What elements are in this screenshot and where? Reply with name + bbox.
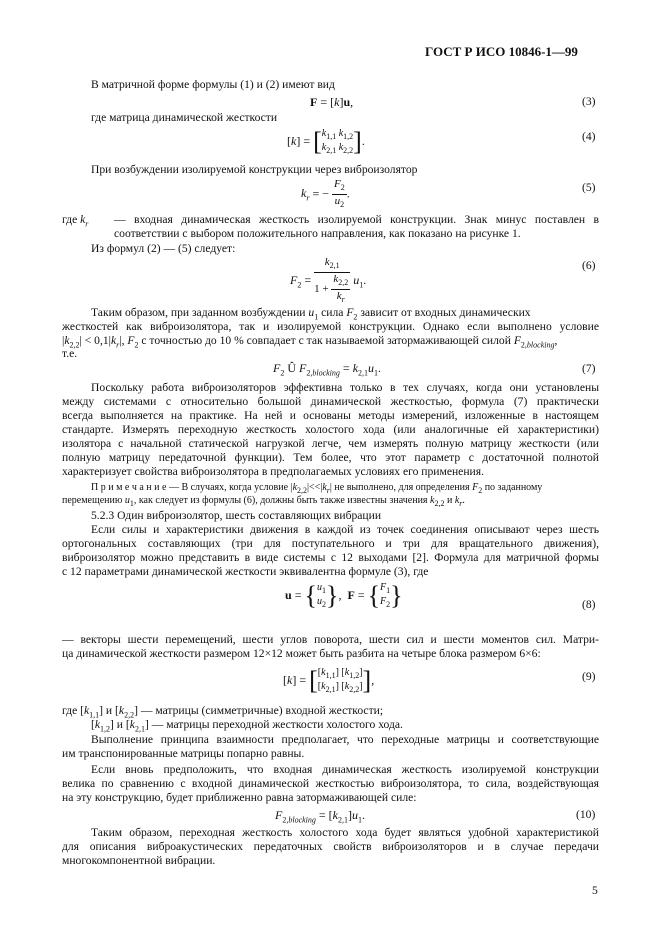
text-line: для описания виброакустических передаточных свойств виброизоляторов и в случае передачи xyxy=(62,840,599,853)
text-line: изолятора с начальной статической нагрузкой легче, чем измерять полную матрицу жесткости (или xyxy=(62,437,599,450)
formula-6: $F_2$ = $k_{2,1}$ 1 + $\frac{k_{2,2}}{k_r}$ $u_1$. xyxy=(290,256,367,305)
text-line: с 12 параметрами динамической жесткости эквивалентна формуле (3), где xyxy=(62,565,429,578)
text-line: полную матрицу передаточной функции). Тем более, что этот параметр с достаточной полнотой xyxy=(62,451,599,464)
equation-number: (8) xyxy=(582,598,596,611)
text-line: на эту конструкцию, будет приближенно равна затормаживающей силе: xyxy=(62,791,417,804)
text-line: ортогональных составляющих (три для поступательного и три для вращательного движения), xyxy=(62,537,599,550)
text-line: где матрица динамической жесткости xyxy=(91,111,278,124)
text-line: Поскольку работа виброизоляторов эффективна только в тех случаях, когда они установлены xyxy=(91,381,599,394)
equation-number: (5) xyxy=(582,181,596,194)
section-heading: 5.2.3 Один виброизолятор, шесть составляющих вибрации xyxy=(91,509,382,522)
text-line: т.е. xyxy=(62,347,78,360)
text-line: ца динамической жесткости размером 12×12 может быть разбита на четыре блока размером 6×6: xyxy=(62,647,541,660)
text-line: $|k_{2,2}| < 0,1|k_r|$, $F_2$ с точностью до 10 % совпадает с так называемой затормаживающей силой $F_{2,blocking}$, xyxy=(62,334,558,350)
text-line: В матричной форме формулы (1) и (2) имеют вид xyxy=(91,78,335,91)
text-line: стандарте. Измерять переходную жесткость холостого хода (или аналогичные ей характеристики) xyxy=(62,423,599,436)
formula-7: $F_2$ Û $F_{2,blocking} = k_{2,1}u_1$. xyxy=(273,361,382,378)
note-line: перемещению $u_1$, как следует из формулы (6), должны быть также известны значения $k_{2,2}$ и $k_r$. xyxy=(62,495,465,508)
text-line: При возбуждении изолируемой конструкции через виброизолятор xyxy=(91,163,418,176)
text-line: виброизолятор можно представить в виде системы с 12 выходами [2]. Формула для матричной формы xyxy=(62,551,599,564)
text-line: Если силы и характеристики движения в каждой из точек соединения описывают через шесть xyxy=(91,523,599,536)
text-line: велика по сравнению с входной динамической жесткостью виброизолятора, то сила, воздействующая xyxy=(62,777,599,790)
text-line: многокомпонентной вибрации. xyxy=(62,854,216,867)
text-line: Таким образом, переходная жесткость холостого хода будет являться удобной характеристикой xyxy=(91,826,599,839)
text-line: жесткостей как виброизолятора, так и изолируемой конструкции. Однако если выполнено условие xyxy=(62,320,599,333)
text-line: — векторы шести перемещений, шести углов поворота, шести сил и шести моментов сил. Матри- xyxy=(62,633,599,646)
formula-3: F = [k]u, xyxy=(310,95,354,109)
equation-number: (10) xyxy=(576,808,596,821)
formula-9: $[k] = [[k_{1,1}]$ $[k_{1,2}]$ $[k_{2,1}]$ $[k_{2,2}]$], xyxy=(283,666,375,695)
text-line: где $[k_{1,1}]$ и $[k_{2,2}]$ — матрицы (симметричные) входной жесткости; xyxy=(62,704,384,720)
text-line: Из формул (2) — (5) следует: xyxy=(91,242,236,255)
text-line: — входная динамическая жесткость изолируемой конструкции. Знак минус поставлен в xyxy=(114,213,599,226)
equation-number: (4) xyxy=(582,130,596,143)
formula-4: $[k] = [k_{1,1}$ $k_{1,2}$ $k_{2,1}$ $k_{2,2}$]. xyxy=(287,127,365,156)
page-number: 5 xyxy=(592,884,598,897)
equation-number: (9) xyxy=(582,670,596,683)
text-line: где $k_r$ xyxy=(62,213,89,229)
text-line: характеризует свойства виброизолятора в предполагаемых условиях его применения. xyxy=(62,465,484,478)
equation-number: (3) xyxy=(582,95,596,108)
text-line: всегда выполняется на практике. На ней и основаны методы измерений, изложенные в настоящем xyxy=(62,409,599,422)
text-line: между системами с относительно большой динамической жесткостью, формула (7) практически xyxy=(62,395,599,408)
text-line: $[k_{1,2}]$ и $[k_{2,1}]$ — матрицы переходной жесткости холостого хода. xyxy=(91,718,403,734)
text-line: им транспонированные матрицы попарно равны. xyxy=(62,747,305,760)
equation-number: (7) xyxy=(582,362,596,375)
page-header: ГОСТ Р ИСО 10846-1—99 xyxy=(425,44,578,59)
text-line: Если вновь предположить, что входная динамическая жесткость изолируемой конструкции xyxy=(91,763,599,776)
note-line: П р и м е ч а н и е — В случаях, когда условие $|k_{2,2}|<<|k_r|$ не выполнено, для определения $F_2$ по заданному xyxy=(91,482,543,495)
text-line: соответствии с выбором положительного направления, как показано на рисунке 1. xyxy=(114,227,521,240)
formula-10: $F_{2,blocking} = [k_{2,1}]u_1$. xyxy=(275,808,365,825)
equation-number: (6) xyxy=(582,259,596,272)
text-line: Таким образом, при заданном возбуждении $u_1$ сила $F_2$ зависит от входных динамических xyxy=(91,306,531,322)
text-line: Выполнение принципа взаимности предполагает, что переходные матрицы и соответствующие xyxy=(91,733,599,746)
formula-8: $u = \{u_1$ $u_2$}, $F = \{F_1$ $F_2$} xyxy=(285,581,403,610)
formula-5: $k_r$ = − $\frac{F_2}{u_2}$ . xyxy=(301,178,350,210)
